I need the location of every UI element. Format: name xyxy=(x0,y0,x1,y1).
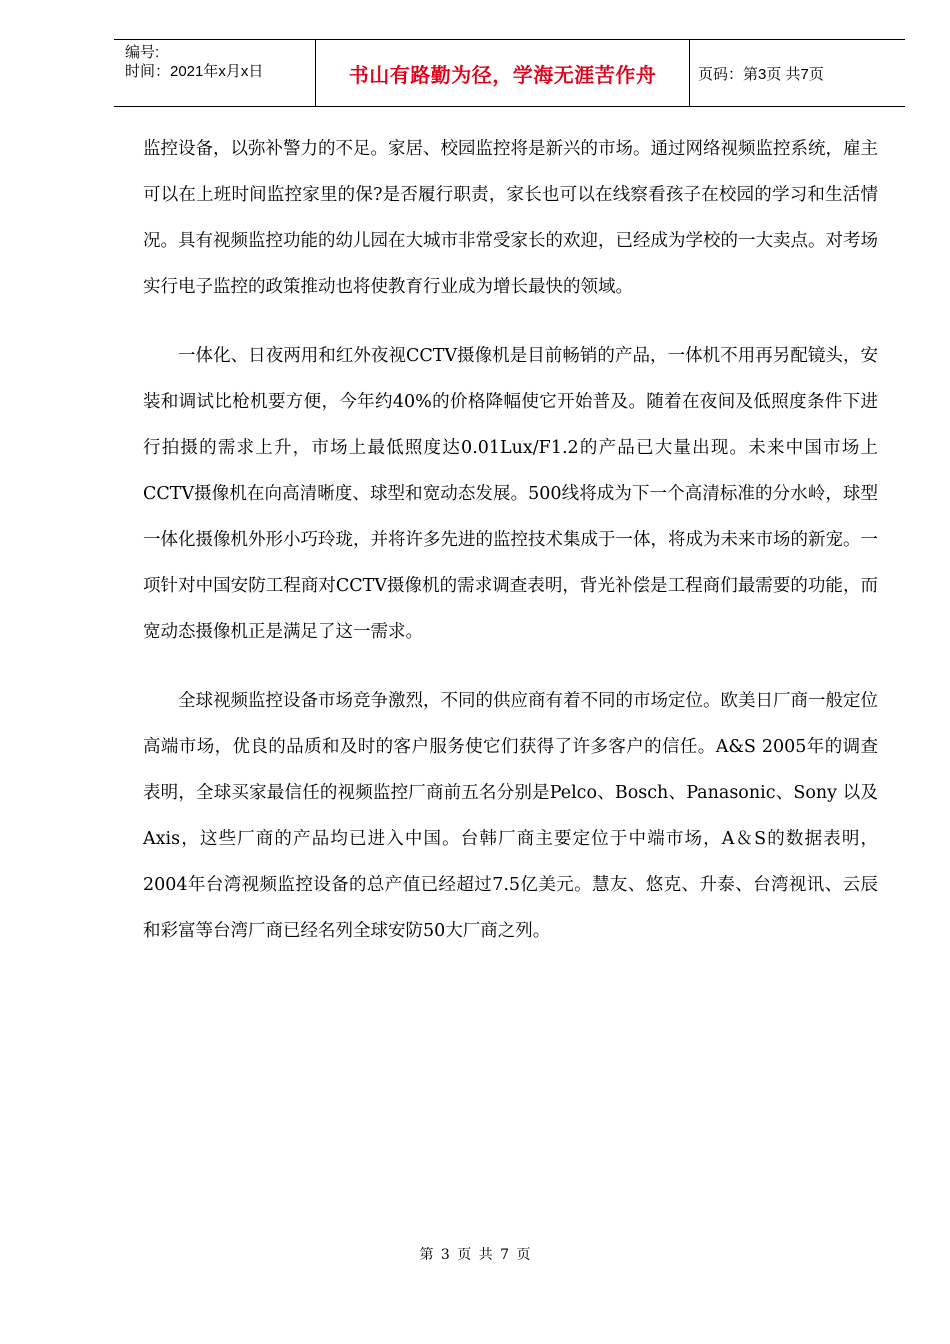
motto-text: 书山有路勤为径，学海无涯苦作舟 xyxy=(348,62,657,87)
header-motto-cell xyxy=(316,40,690,106)
serial-number-label: 编号: xyxy=(125,44,160,61)
header-page-cell xyxy=(690,40,905,106)
header-meta-cell xyxy=(114,40,316,106)
document-body xyxy=(143,126,878,954)
date-label: 时间：2021年x月x日 xyxy=(125,63,264,80)
page-footer: 第 3 页 共 7 页 xyxy=(419,1247,531,1263)
page-header xyxy=(114,39,905,107)
paragraph-continued: 监控设备，以弥补警力的不足。家居、校园监控将是新兴的市场。通过网络视频监控系统，雇主可以在上班时间监控家里的保?是否履行职责，家长也可以在线察看孩子在校园的学习和生活情况。具有视频监控功能的幼儿园在大城市非常受家长的欢迎，已经成为学校的一大卖点。对考场实行电子监控的政策推动也将使教育行业成为增长最快的领域。 xyxy=(143,139,878,297)
header-page-number: 页码：第3页 共7页 xyxy=(698,65,824,83)
paragraph-global-market: 全球视频监控设备市场竞争激烈，不同的供应商有着不同的市场定位。欧美日厂商一般定位高端市场，优良的品质和及时的客户服务使它们获得了许多客户的信任。A&S 2005年的调查表明，全球买家最信任的视频监控厂商前五名分别是Pelco、Bosch、Panasonic、Sony 以及Axis，这些厂商的产品均已进入中国。台韩厂商主要定位于中端市场，A＆S的数据表明，2004年台湾视频监控设备的总产值已经超过7.5亿美元。慧友、悠克、升泰、台湾视讯、云辰和彩富等台湾厂商已经名列全球安防50大厂商之列。 xyxy=(143,691,878,941)
paragraph-cctv-cameras: 一体化、日夜两用和红外夜视CCTV摄像机是目前畅销的产品，一体机不用再另配镜头，安装和调试比枪机要方便，今年约40%的价格降幅使它开始普及。随着在夜间及低照度条件下进行拍摄的需求上升，市场上最低照度达0.01Lux/F1.2的产品已大量出现。未来中国市场上CCTV摄像机在向高清晰度、球型和宽动态发展。500线将成为下一个高清标准的分水岭，球型一体化摄像机外形小巧玲珑，并将许多先进的监控技术集成于一体，将成为未来市场的新宠。一项针对中国安防工程商对CCTV摄像机的需求调查表明，背光补偿是工程商们最需要的功能，而宽动态摄像机正是满足了这一需求。 xyxy=(143,346,878,642)
